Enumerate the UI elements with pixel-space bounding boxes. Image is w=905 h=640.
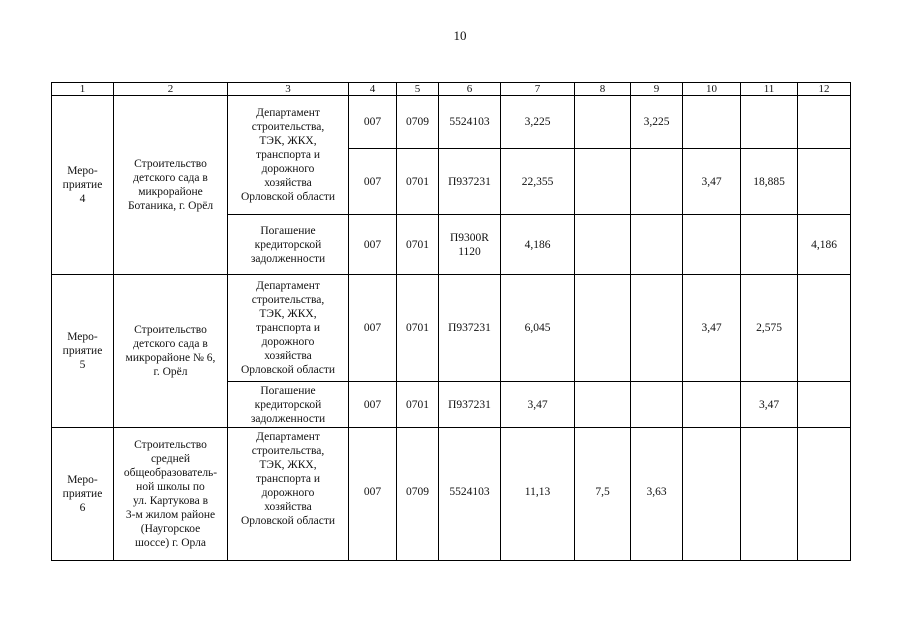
table-cell [741,215,798,275]
table-cell: 007 [349,96,397,149]
table-cell [683,382,741,428]
table-cell [683,428,741,561]
table-row [52,428,851,561]
event-object: Строительство средней общеобразователь- ной школы по ул. Картукова в 3-м жилом районе (Наугорское шоссе) г. Орла [114,428,228,561]
table-cell: 0701 [397,382,439,428]
table-cell: 0701 [397,215,439,275]
table-cell [798,275,851,382]
column-header: 10 [683,83,741,96]
table-cell: 3,47 [683,149,741,215]
organization: Погашение кредиторской задолженности [228,215,349,275]
column-header: 7 [501,83,575,96]
table-cell [741,428,798,561]
table-cell: 007 [349,428,397,561]
event-name: Меро- приятие 4 [52,96,114,275]
table-cell [798,382,851,428]
organization: Погашение кредиторской задолженности [228,382,349,428]
table-cell: 3,225 [631,96,683,149]
budget-table [51,82,851,561]
table-cell: 5524103 [439,96,501,149]
table-cell: 3,47 [501,382,575,428]
table-row [52,275,851,382]
column-header: 9 [631,83,683,96]
column-header: 2 [114,83,228,96]
table-cell [575,215,631,275]
table-cell [798,149,851,215]
table-cell [631,275,683,382]
column-header: 8 [575,83,631,96]
table-cell: 0701 [397,275,439,382]
table-cell: 3,63 [631,428,683,561]
table-cell [631,149,683,215]
table-cell: П937231 [439,275,501,382]
table-cell [575,149,631,215]
table-cell: 007 [349,215,397,275]
table-cell: 3,47 [683,275,741,382]
organization: Департамент строительства, ТЭК, ЖКХ, транспорта и дорожного хозяйства Орловской области [228,275,349,382]
table-cell: 5524103 [439,428,501,561]
table-cell: 22,355 [501,149,575,215]
table-cell: 007 [349,275,397,382]
table-cell [631,382,683,428]
event-object: Строительство детского сада в микрорайоне Ботаника, г. Орёл [114,96,228,275]
page-number: 10 [453,28,467,43]
organization: Департамент строительства, ТЭК, ЖКХ, транспорта и дорожного хозяйства Орловской области [228,428,349,561]
event-name: Меро- приятие 6 [52,428,114,561]
table-cell: 0709 [397,96,439,149]
table-cell: П9300R 1120 [439,215,501,275]
table-cell: 3,225 [501,96,575,149]
table-cell: 007 [349,382,397,428]
event-object: Строительство детского сада в микрорайоне № 6, г. Орёл [114,275,228,428]
column-header: 12 [798,83,851,96]
organization: Департамент строительства, ТЭК, ЖКХ, транспорта и дорожного хозяйства Орловской области [228,96,349,215]
table-cell: 0701 [397,149,439,215]
table-cell: 7,5 [575,428,631,561]
header-row [52,83,851,96]
table-cell [798,96,851,149]
table-cell: П937231 [439,149,501,215]
table-cell: 4,186 [798,215,851,275]
column-header: 3 [228,83,349,96]
table-cell: 3,47 [741,382,798,428]
table-cell: 0709 [397,428,439,561]
table-cell [575,382,631,428]
column-header: 5 [397,83,439,96]
table-cell [683,215,741,275]
table-cell: 007 [349,149,397,215]
table-cell [575,96,631,149]
column-header: 11 [741,83,798,96]
table-cell: 11,13 [501,428,575,561]
table-cell: 2,575 [741,275,798,382]
column-header: 4 [349,83,397,96]
table-row [52,96,851,149]
table-cell [798,428,851,561]
event-name: Меро- приятие 5 [52,275,114,428]
table-cell: 18,885 [741,149,798,215]
table-cell: 6,045 [501,275,575,382]
table-cell [631,215,683,275]
column-header: 6 [439,83,501,96]
table-cell [741,96,798,149]
column-header: 1 [52,83,114,96]
table-cell [683,96,741,149]
table-cell: 4,186 [501,215,575,275]
table-cell: П937231 [439,382,501,428]
table-cell [575,275,631,382]
